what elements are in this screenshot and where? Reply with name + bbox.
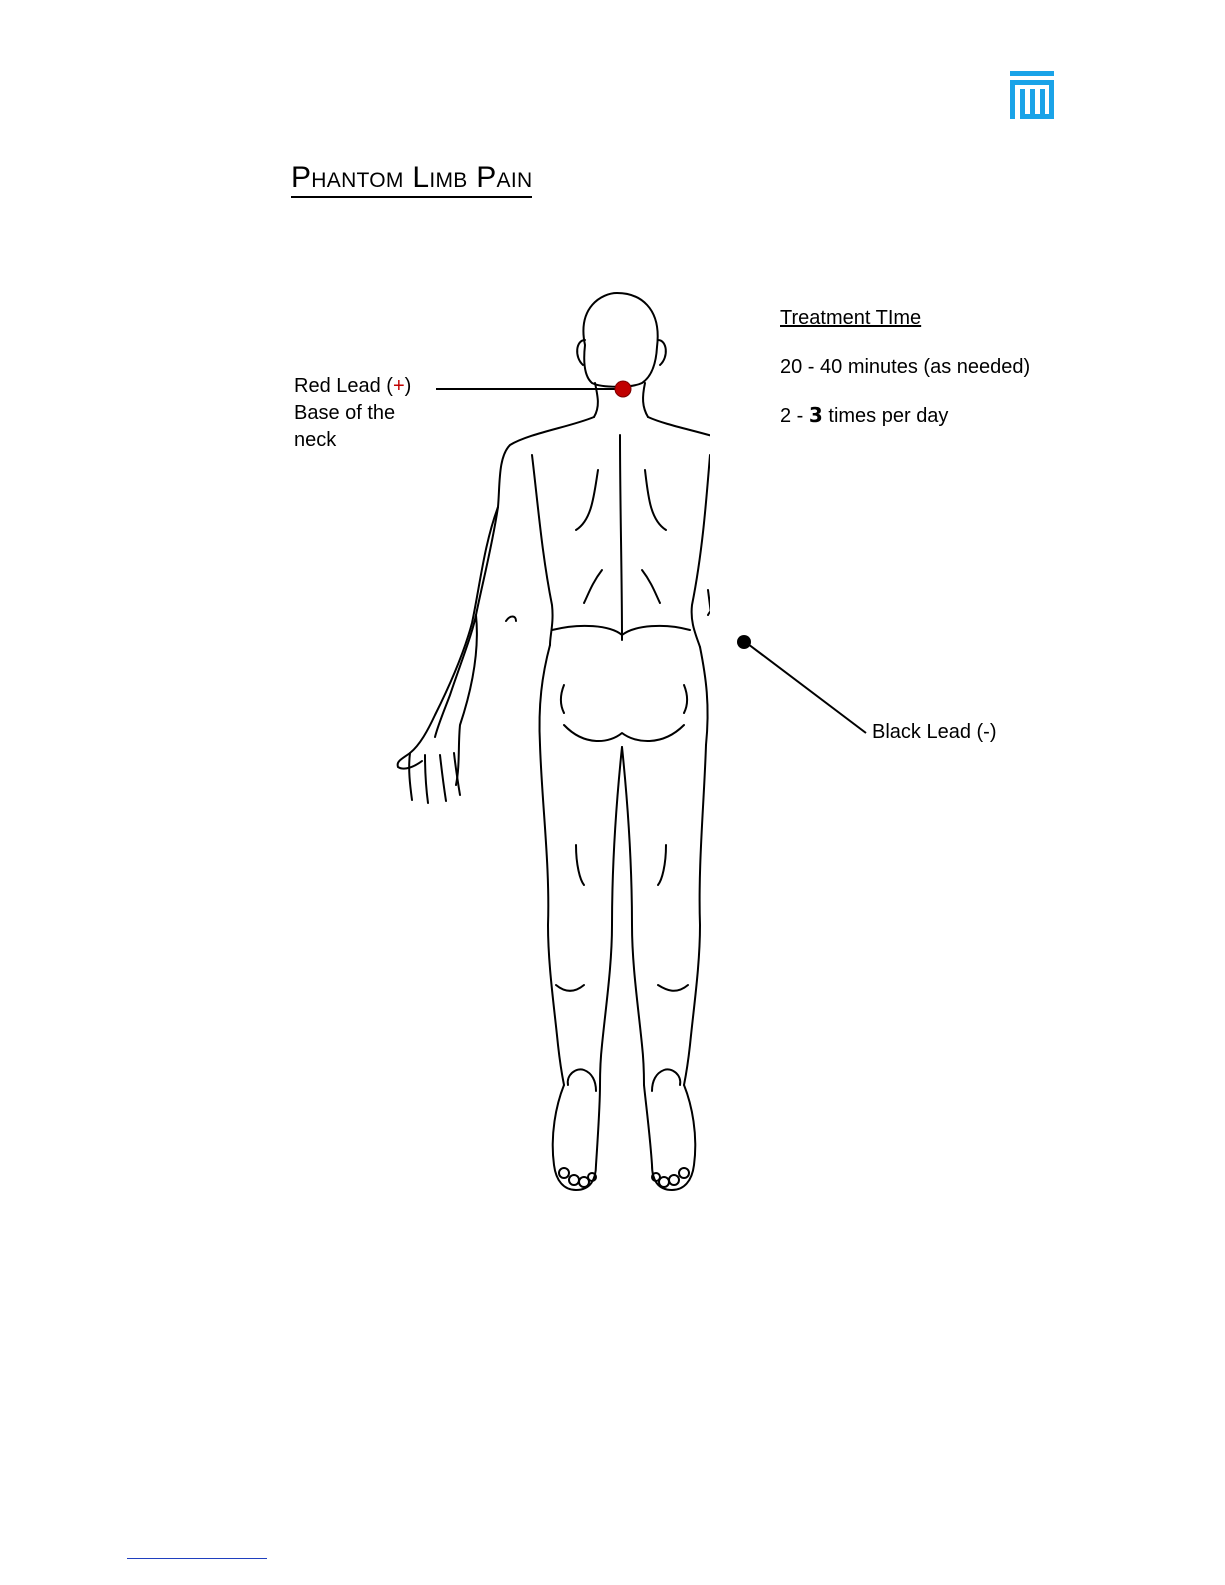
plus-sign: + xyxy=(392,375,405,397)
treatment-frequency: 2 - 3 times per day xyxy=(780,403,949,427)
body-diagram xyxy=(380,285,710,1200)
black-lead-label: Black Lead (-) xyxy=(872,721,997,743)
treatment-heading: Treatment TIme xyxy=(780,307,922,329)
red-lead-location-line-2: neck xyxy=(294,429,337,451)
treatment-duration: 20 - 40 minutes (as needed) xyxy=(780,356,1031,378)
footnote-separator xyxy=(127,1558,267,1559)
red-lead-title: Red Lead (+) xyxy=(294,375,412,397)
page-title: Phantom Limb Pain xyxy=(291,162,532,198)
red-lead-label xyxy=(294,373,411,454)
treatment-info xyxy=(780,307,1030,428)
red-lead-location-line-1: Base of the xyxy=(294,402,396,424)
black-lead-electrode xyxy=(737,635,751,649)
company-logo-icon xyxy=(1010,71,1054,119)
